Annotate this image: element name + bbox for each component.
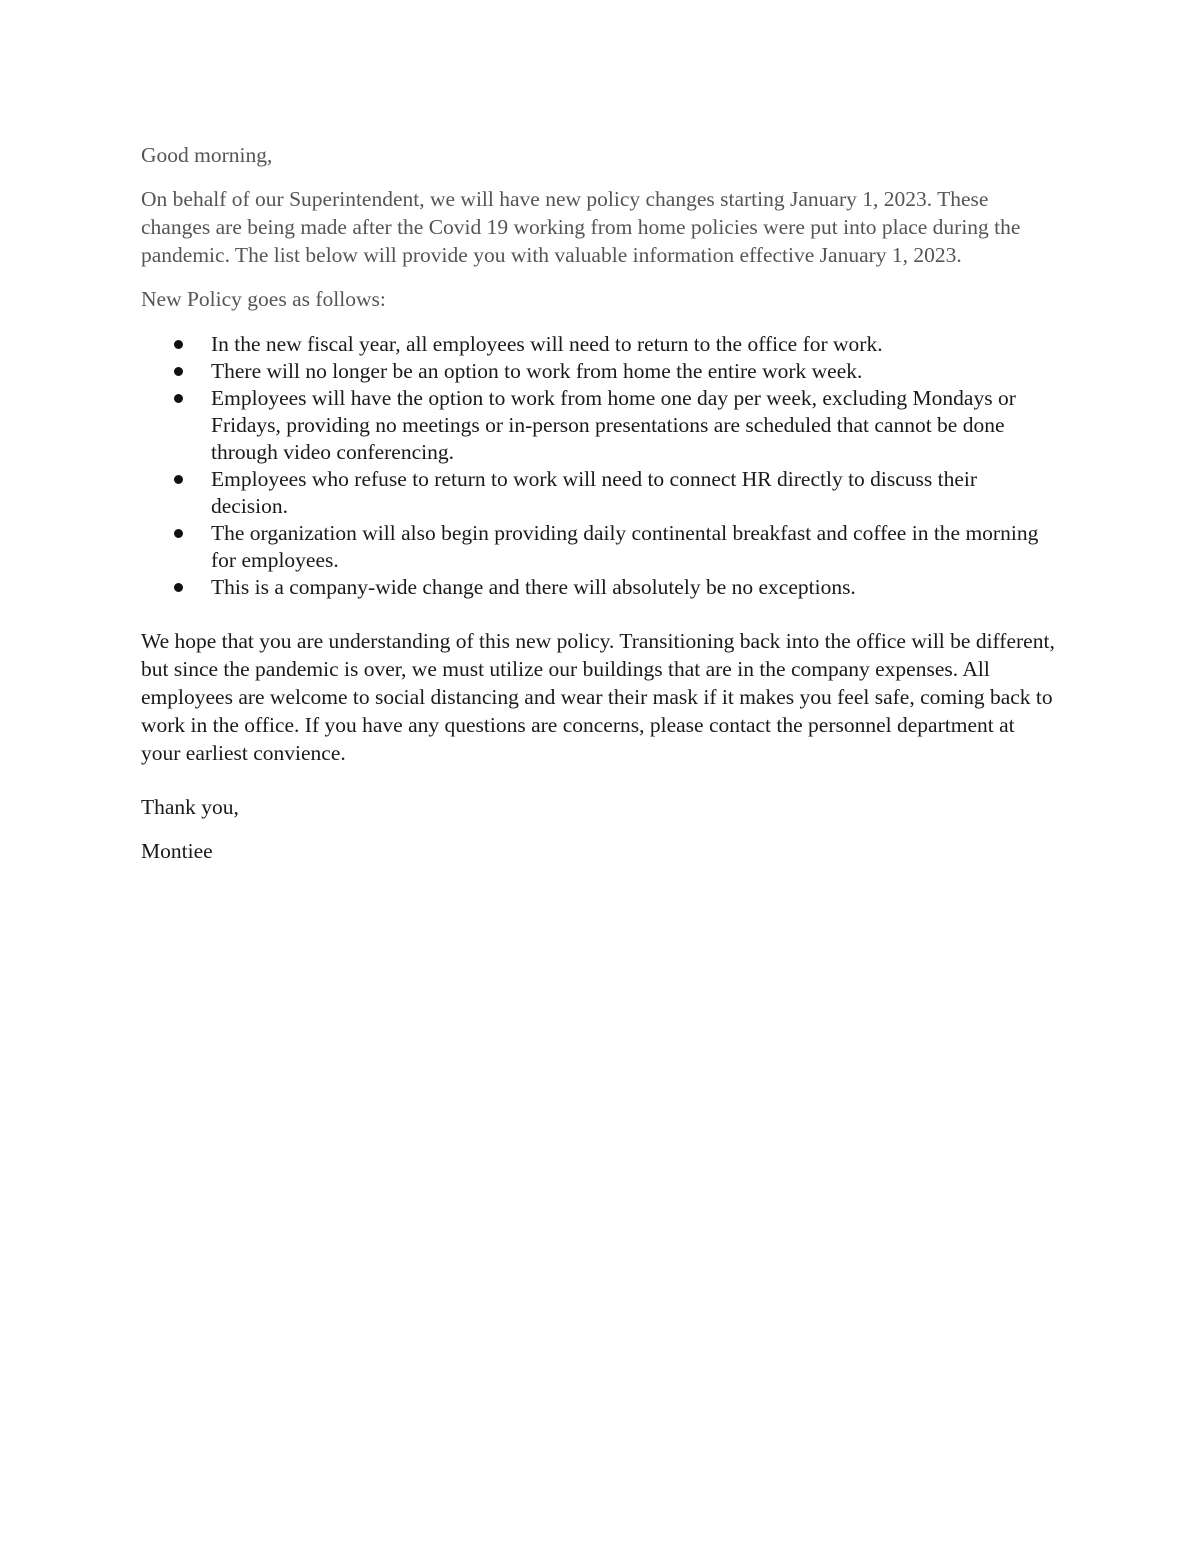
letter-body (141, 141, 1056, 865)
list-item (141, 331, 1056, 358)
policy-text: There will no longer be an option to work from home the entire work week. (211, 359, 863, 383)
policy-text: Employees will have the option to work from home one day per week, excluding Mondays or Fridays, providing no meetings or in-person presentations are scheduled that cannot be done through video conferencing. (211, 386, 1016, 464)
greeting: Good morning, (141, 143, 273, 167)
bullet-icon (174, 340, 183, 349)
sign-off: Thank you, (141, 795, 239, 819)
intro-paragraph: On behalf of our Superintendent, we will have new policy changes starting January 1, 2023. These changes are being made after the Covid 19 working from home policies were put into place during the pandemic. The list below will provide you with valuable information effective January 1, 2023. (141, 187, 1021, 267)
policy-text: In the new fiscal year, all employees will need to return to the office for work. (211, 332, 883, 356)
bullet-icon (174, 367, 183, 376)
policy-text: This is a company-wide change and there will absolutely be no exceptions. (211, 575, 856, 599)
list-item (141, 574, 1056, 601)
bullet-icon (174, 583, 183, 592)
bullet-icon (174, 529, 183, 538)
policy-heading: New Policy goes as follows: (141, 287, 386, 311)
bullet-icon (174, 394, 183, 403)
policy-text: The organization will also begin providing daily continental breakfast and coffee in the morning for employees. (211, 521, 1039, 572)
list-item (141, 520, 1056, 574)
closing-paragraph: We hope that you are understanding of this new policy. Transitioning back into the office will be different, but since the pandemic is over, we must utilize our buildings that are in the company expenses. All employees are welcome to social distancing and wear their mask if it makes you feel safe, coming back to work in the office. If you have any questions are concerns, please contact the personnel department at your earliest convience. (141, 629, 1055, 765)
policy-text: Employees who refuse to return to work will need to connect HR directly to discuss their decision. (211, 467, 978, 518)
signature-name: Montiee (141, 839, 213, 863)
policy-list (141, 331, 1056, 601)
list-item (141, 466, 1056, 520)
list-item (141, 385, 1056, 466)
list-item (141, 358, 1056, 385)
bullet-icon (174, 475, 183, 484)
